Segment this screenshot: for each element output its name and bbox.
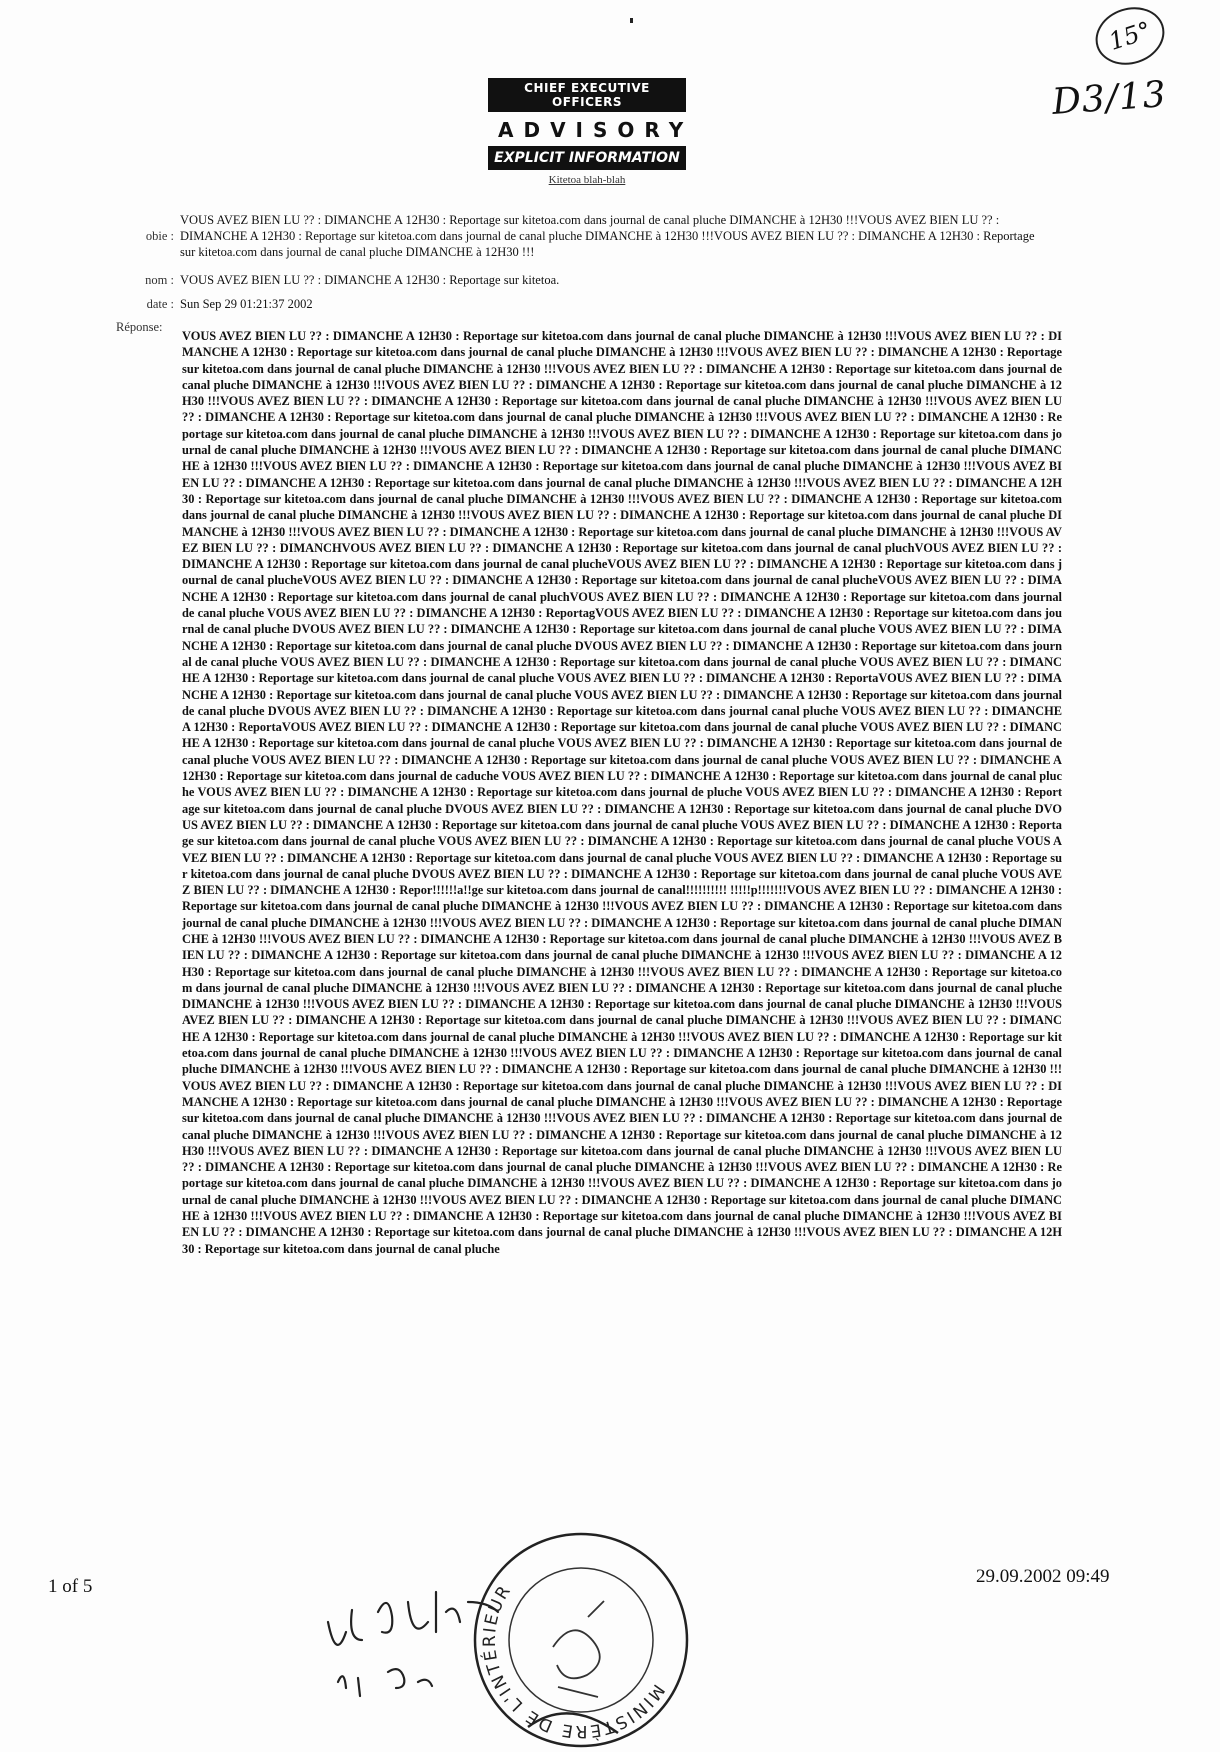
banner-explicit: EXPLICIT INFORMATION xyxy=(488,146,686,170)
reponse-label: Réponse: xyxy=(116,320,163,334)
document-reference: D3/13 xyxy=(1050,74,1169,123)
print-timestamp: 29.09.2002 09:49 xyxy=(976,1566,1110,1587)
field-nom-value: VOUS AVEZ BIEN LU ?? : DIMANCHE A 12H30 : Reportage sur kitetoa. xyxy=(180,273,560,287)
banner-advisory: ADVISORY xyxy=(498,118,694,142)
page-counter: 1 of 5 xyxy=(48,1576,93,1597)
ministry-stamp xyxy=(468,1527,694,1753)
field-date-value: Sun Sep 29 01:21:37 2002 xyxy=(180,297,313,311)
circled-page-number-text: 15° xyxy=(1105,16,1155,56)
field-objet-value: VOUS AVEZ BIEN LU ?? : DIMANCHE A 12H30 : Reportage sur kitetoa.com dans journal de canal pluche DIMANCHE à 12H30 !!!VOUS AVEZ BIEN LU ?? : DIMANCHE A 12H30 : Reportage sur kitetoa.com dans journal de canal pluche DIMANCHE à 12H30 !!!VOUS AVEZ BIEN LU ?? : DIMANCHE A 12H30 : Reportage sur kitetoa.com dans journal de canal pluche DIMANCHE à 12H30 !!! xyxy=(180,213,1035,259)
scan-speck xyxy=(630,18,633,23)
field-nom xyxy=(118,272,1038,290)
circled-page-number xyxy=(1088,0,1172,73)
field-objet-label: obie : xyxy=(145,229,174,243)
reponse-body: VOUS AVEZ BIEN LU ?? : DIMANCHE A 12H30 : Reportage sur kitetoa.com dans journal de canal pluche DIMANCHE à 12H30 !!!VOUS AVEZ BIEN LU ?? : DIMANCHE A 12H30 : Reportage sur kitetoa.com dans journal de canal pluche DIMANCHE à 12H30 !!!VOUS AVEZ BIEN LU ?? : DIMANCHE A 12H30 : Reportage sur kitetoa.com dans journal de canal pluche DIMANCHE à 12H30 !!!VOUS AVEZ BIEN LU ?? : DIMANCHE A 12H30 : Reportage sur kitetoa.com dans journal de canal pluche DIMANCHE à 12H30 !!!VOUS AVEZ BIEN LU ?? : DIMANCHE A 12H30 : Reportage sur kitetoa.com dans journal de canal pluche DIMANCHE à 12H30 !!!VOUS AVEZ BIEN LU ?? : DIMANCHE A 12H30 : Reportage sur kitetoa.com dans journal de canal pluche DIMANCHE à 12H30 !!!VOUS AVEZ BIEN LU ?? : DIMANCHE A 12H30 : Reportage sur kitetoa.com dans journal de canal pluche DIMANCHE à 12H30 !!!VOUS AVEZ BIEN LU ?? : DIMANCHE A 12H30 : Reportage sur kitetoa.com dans journal de canal pluche DIMANCHE à 12H30 !!!VOUS AVEZ BIEN LU ?? : DIMANCHE A 12H30 : Reportage sur kitetoa.com dans journal de canal pluche DIMANCHE à 12H30 !!!VOUS AVEZ BIEN LU ?? : DIMANCHE A 12H30 : Reportage sur kitetoa.com dans journal de canal pluche DIMANCHE à 12H30 !!!VOUS AVEZ BIEN LU ?? : DIMANCHE A 12H30 : Reportage sur kitetoa.com dans journal de canal pluche DIMANCHE à 12H30 !!!VOUS AVEZ BIEN LU ?? : DIMANCHE A 12H30 : Reportage sur kitetoa.com dans journal de canal pluche DIMANCHE à 12H30 !!!VOUS AVEZ BIEN LU ?? : DIMANCHE A 12H30 : Reportage sur kitetoa.com dans journal de canal pluche DIMANCHE à 12H30 !!!VOUS AVEZ BIEN LU ?? : DIMANCHE A 12H30 : Reportage sur kitetoa.com dans journal de canal pluche DIMANCHE à 12H30 !!!VOUS AVEZ BIEN LU ?? : DIMANCHE A 12H30 : Reportage sur kitetoa.com dans journal de canal pluche DIMANCHE à 12H30 !!!VOUS AVEZ BIEN LU ?? : DIMANCHE A 12H30 : Reportage sur kitetoa.com dans journal de canal pluche DIMANCHE à 12H30 !!!VOUS AVEZ BIEN LU ?? : DIMANCHVOUS AVEZ BIEN LU ?? : DIMANCHE A 12H30 : Reportage sur kitetoa.com dans journal de canal pluchVOUS AVEZ BIEN LU ?? : DIMANCHE A 12H30 : Reportage sur kitetoa.com dans journal de canal plucheVOUS AVEZ BIEN LU ?? : DIMANCHE A 12H30 : Reportage sur kitetoa.com dans journal de canal plucheVOUS AVEZ BIEN LU ?? : DIMANCHE A 12H30 : Reportage sur kitetoa.com dans journal de canal plucheVOUS AVEZ BIEN LU ?? : DIMANCHE A 12H30 : Reportage sur kitetoa.com dans journal de canal pluchVOUS AVEZ BIEN LU ?? : DIMANCHE A 12H30 : Reportage sur kitetoa.com dans journal de canal pluche VOUS AVEZ BIEN LU ?? : DIMANCHE A 12H30 : ReportagVOUS AVEZ BIEN LU ?? : DIMANCHE A 12H30 : Reportage sur kitetoa.com dans journal de canal pluche DVOUS AVEZ BIEN LU ?? : DIMANCHE A 12H30 : Reportage sur kitetoa.com dans journal de canal pluche VOUS AVEZ BIEN LU ?? : DIMANCHE A 12H30 : Reportage sur kitetoa.com dans journal de canal pluche DVOUS AVEZ BIEN LU ?? : DIMANCHE A 12H30 : Reportage sur kitetoa.com dans journal de canal pluche VOUS AVEZ BIEN LU ?? : DIMANCHE A 12H30 : Reportage sur kitetoa.com dans journal de canal pluche VOUS AVEZ BIEN LU ?? : DIMANCHE A 12H30 : Reportage sur kitetoa.com dans journal de canal pluche VOUS AVEZ BIEN LU ?? : DIMANCHE A 12H30 : ReportaVOUS AVEZ BIEN LU ?? : DIMANCHE A 12H30 : Reportage sur kitetoa.com dans journal de canal pluche VOUS AVEZ BIEN LU ?? : DIMANCHE A 12H30 : Reportage sur kitetoa.com dans journal de canal pluche DVOUS AVEZ BIEN LU ?? : DIMANCHE A 12H30 : Reportage sur kitetoa.com dans journal canal pluche VOUS AVEZ BIEN LU ?? : DIMANCHE A 12H30 : ReportaVOUS AVEZ BIEN LU ?? : DIMANCHE A 12H30 : Reportage sur kitetoa.com dans journal de canal pluche VOUS AVEZ BIEN LU ?? : DIMANCHE A 12H30 : Reportage sur kitetoa.com dans journal de canal pluche VOUS AVEZ BIEN LU ?? : DIMANCHE A 12H30 : Reportage sur kitetoa.com dans journal de canal pluche VOUS AVEZ BIEN LU ?? : DIMANCHE A 12H30 : Reportage sur kitetoa.com dans journal de canal pluche VOUS AVEZ BIEN LU ?? : DIMANCHE A 12H30 : Reportage sur kitetoa.com dans journal de caduche VOUS AVEZ BIEN LU ?? : DIMANCHE A 12H30 : Reportage sur kitetoa.com dans journal de canal pluche VOUS AVEZ BIEN LU ?? : DIMANCHE A 12H30 : Reportage sur kitetoa.com dans journal de pluche VOUS AVEZ BIEN LU ?? : DIMANCHE A 12H30 : Reportage sur kitetoa.com dans journal de canal pluche DVOUS AVEZ BIEN LU ?? : DIMANCHE A 12H30 : Reportage sur kitetoa.com dans journal de canal pluche DVOUS AVEZ BIEN LU ?? : DIMANCHE A 12H30 : Reportage sur kitetoa.com dans journal de canal pluche VOUS AVEZ BIEN LU ?? : DIMANCHE A 12H30 : Reportage sur kitetoa.com dans journal de canal pluche VOUS AVEZ BIEN LU ?? : DIMANCHE A 12H30 : Reportage sur kitetoa.com dans journal de canal pluche VOUS AVEZ BIEN LU ?? : DIMANCHE A 12H30 : Reportage sur kitetoa.com dans journal de canal pluche VOUS AVEZ BIEN LU ?? : DIMANCHE A 12H30 : Reportage sur kitetoa.com dans journal de canal pluche DVOUS AVEZ BIEN LU ?? : DIMANCHE A 12H30 : Reportage sur kitetoa.com dans journal de canal pluche VOUS AVEZ BIEN LU ?? : DIMANCHE A 12H30 : Repor!!!!!!a!!ge sur kitetoa.com dans journal de canal!!!!!!!!!! !!!!!p!!!!!!!VOUS AVEZ BIEN LU ?? : DIMANCHE A 12H30 : Reportage sur kitetoa.com dans journal de canal pluche DIMANCHE à 12H30 !!!VOUS AVEZ BIEN LU ?? : DIMANCHE A 12H30 : Reportage sur kitetoa.com dans journal de canal pluche DIMANCHE à 12H30 !!!VOUS AVEZ BIEN LU ?? : DIMANCHE A 12H30 : Reportage sur kitetoa.com dans journal de canal pluche DIMANCHE à 12H30 !!!VOUS AVEZ BIEN LU ?? : DIMANCHE A 12H30 : Reportage sur kitetoa.com dans journal de canal pluche DIMANCHE à 12H30 !!!VOUS AVEZ BIEN LU ?? : DIMANCHE A 12H30 : Reportage sur kitetoa.com dans journal de canal pluche DIMANCHE à 12H30 !!!VOUS AVEZ BIEN LU ?? : DIMANCHE A 12H30 : Reportage sur kitetoa.com dans journal de canal pluche DIMANCHE à 12H30 !!!VOUS AVEZ BIEN LU ?? : DIMANCHE A 12H30 : Reportage sur kitetoa.com dans journal de canal pluche DIMANCHE à 12H30 !!!VOUS AVEZ BIEN LU ?? : DIMANCHE A 12H30 : Reportage sur kitetoa.com dans journal de canal pluche DIMANCHE à 12H30 !!!VOUS AVEZ BIEN LU ?? : DIMANCHE A 12H30 : Reportage sur kitetoa.com dans journal de canal pluche DIMANCHE à 12H30 !!!VOUS AVEZ BIEN LU ?? : DIMANCHE A 12H30 : Reportage sur kitetoa.com dans journal de canal pluche DIMANCHE à 12H30 !!!VOUS AVEZ BIEN LU ?? : DIMANCHE A 12H30 : Reportage sur kitetoa.com dans journal de canal pluche DIMANCHE à 12H30 !!!VOUS AVEZ BIEN LU ?? : DIMANCHE A 12H30 : Reportage sur kitetoa.com dans journal de canal pluche DIMANCHE à 12H30 !!!VOUS AVEZ BIEN LU ?? : DIMANCHE A 12H30 : Reportage sur kitetoa.com dans journal de canal pluche DIMANCHE à 12H30 !!!VOUS AVEZ BIEN LU ?? : DIMANCHE A 12H30 : Reportage sur kitetoa.com dans journal de canal pluche DIMANCHE à 12H30 !!!VOUS AVEZ BIEN LU ?? : DIMANCHE A 12H30 : Reportage sur kitetoa.com dans journal de canal pluche DIMANCHE à 12H30 !!!VOUS AVEZ BIEN LU ?? : DIMANCHE A 12H30 : Reportage sur kitetoa.com dans journal de canal pluche DIMANCHE à 12H30 !!!VOUS AVEZ BIEN LU ?? : DIMANCHE A 12H30 : Reportage sur kitetoa.com dans journal de canal pluche DIMANCHE à 12H30 !!!VOUS AVEZ BIEN LU ?? : DIMANCHE A 12H30 : Reportage sur kitetoa.com dans journal de canal pluche DIMANCHE à 12H30 !!!VOUS AVEZ BIEN LU ?? : DIMANCHE A 12H30 : Reportage sur kitetoa.com dans journal de canal pluche DIMANCHE à 12H30 !!!VOUS AVEZ BIEN LU ?? : DIMANCHE A 12H30 : Reportage sur kitetoa.com dans journal de canal pluche DIMANCHE à 12H30 !!!VOUS AVEZ BIEN LU ?? : DIMANCHE A 12H30 : Reportage sur kitetoa.com dans journal de canal pluche DIMANCHE à 12H30 !!!VOUS AVEZ BIEN LU ?? : DIMANCHE A 12H30 : Reportage sur kitetoa.com dans journal de canal pluche DIMANCHE à 12H30 !!!VOUS AVEZ BIEN LU ?? : DIMANCHE A 12H30 : Reportage sur kitetoa.com dans journal de canal pluche DIMANCHE à 12H30 !!!VOUS AVEZ BIEN LU ?? : DIMANCHE A 12H30 : Reportage sur kitetoa.com dans journal de canal pluche DIMANCHE à 12H30 !!!VOUS AVEZ BIEN LU ?? : DIMANCHE A 12H30 : Reportage sur kitetoa.com dans journal de canal pluche DIMANCHE à 12H30 !!!VOUS AVEZ BIEN LU ?? : DIMANCHE A 12H30 : Reportage sur kitetoa.com dans journal de canal pluche DIMANCHE à 12H30 !!!VOUS AVEZ BIEN LU ?? : DIMANCHE A 12H30 : Reportage sur kitetoa.com dans journal de canal pluche xyxy=(182,329,1062,1256)
field-date-label: date : xyxy=(146,297,174,311)
banner-ceo: CHIEF EXECUTIVE OFFICERS xyxy=(488,78,686,112)
field-date xyxy=(118,296,1038,314)
banner-caption: Kitetoa blah-blah xyxy=(548,174,626,186)
field-objet xyxy=(118,212,1038,262)
stamp-text: MINISTÈRE DE L'INTÉRIEUR xyxy=(479,1580,669,1742)
header-banner xyxy=(488,78,694,186)
field-nom-label: nom : xyxy=(145,273,174,287)
